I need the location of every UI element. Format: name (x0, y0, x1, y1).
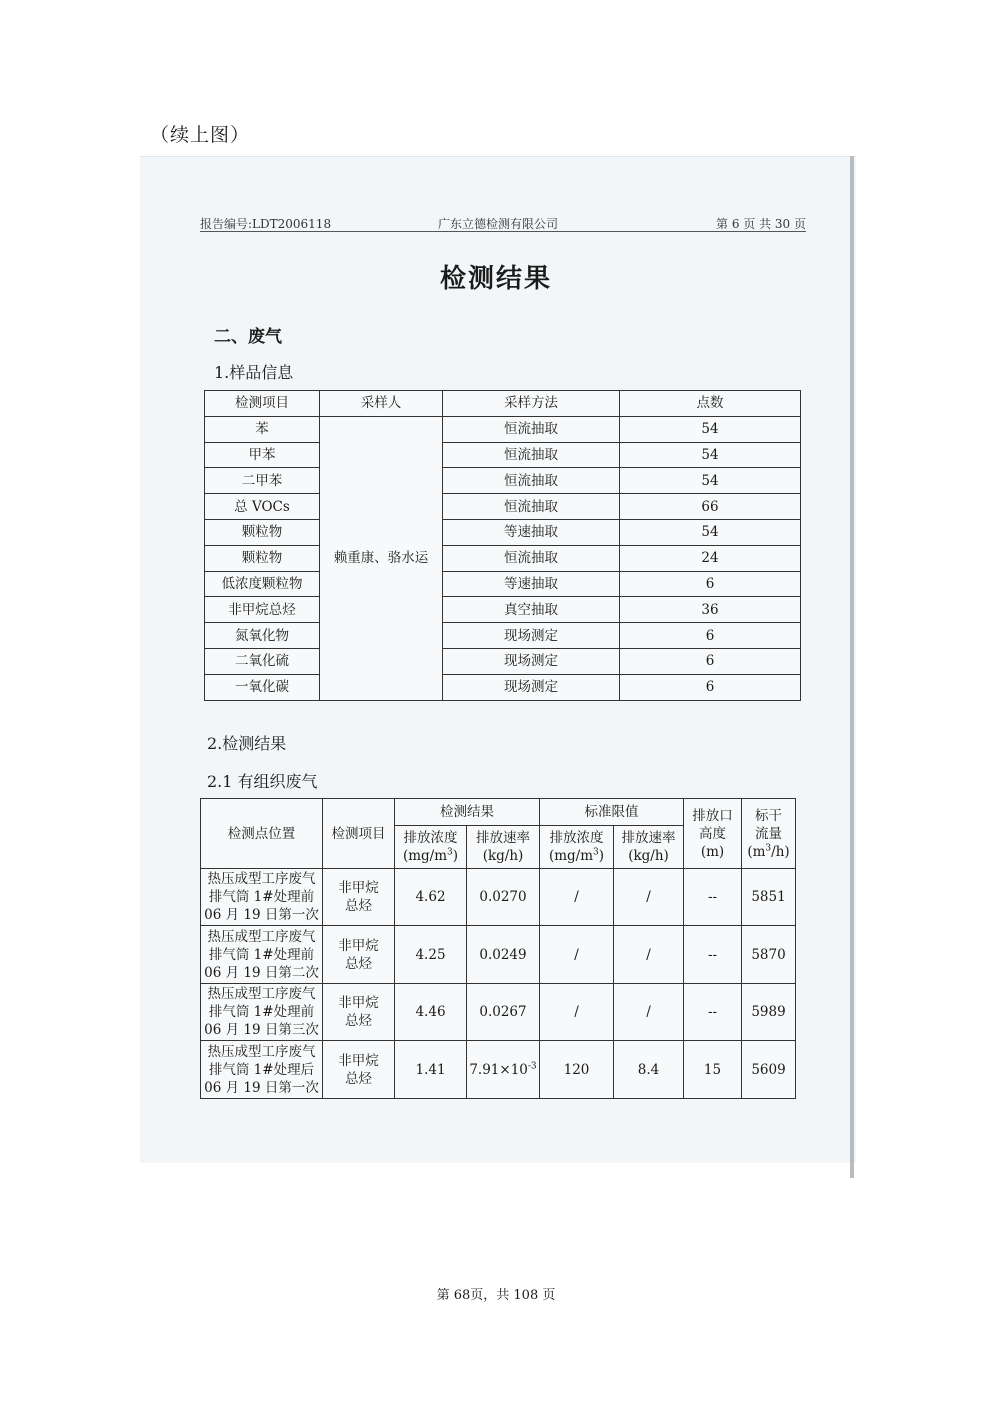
item-cell: 二甲苯 (205, 468, 320, 494)
column-header: 采样方法 (443, 391, 620, 417)
height-cell: -- (684, 869, 742, 926)
header-line: $(m^3/h)$ (747, 843, 790, 860)
method-cell: 恒流抽取 (443, 416, 620, 442)
item-cell: 二氧化硫 (205, 648, 320, 674)
conc-cell: 4.62 (395, 869, 467, 926)
table-row (205, 597, 801, 623)
conc-cell: 4.25 (395, 926, 467, 984)
item-cell: 非甲烷 总烃 (323, 984, 395, 1041)
report-header (200, 215, 806, 232)
count-cell: 54 (620, 468, 801, 494)
column-header: 点数 (620, 391, 801, 417)
exhaust-results-table (200, 798, 796, 1099)
method-cell: 恒流抽取 (443, 442, 620, 468)
table-row (205, 623, 801, 649)
company-name: 广东立德检测有限公司 (438, 217, 559, 231)
table-header-row (201, 799, 796, 826)
table-row (201, 869, 796, 926)
item-cell: 氮氧化物 (205, 623, 320, 649)
table-row (205, 468, 801, 494)
sample-info-table (204, 390, 801, 701)
item-cell: 颗粒物 (205, 545, 320, 571)
count-cell: 6 (620, 571, 801, 597)
item-cell: 非甲烷 总烃 (323, 926, 395, 984)
count-cell: 54 (620, 519, 801, 545)
conc-cell: 1.41 (395, 1041, 467, 1099)
rate-cell: 0.0267 (467, 984, 540, 1041)
table-row (201, 1041, 796, 1099)
item-cell: 低浓度颗粒物 (205, 571, 320, 597)
sample-info-heading: 1.样品信息 (214, 363, 294, 382)
limit-rate-cell: / (614, 869, 684, 926)
scan-edge (850, 156, 854, 1178)
count-cell: 36 (620, 597, 801, 623)
item-cell: 非甲烷 总烃 (323, 869, 395, 926)
method-cell: 等速抽取 (443, 571, 620, 597)
header-line: 标干 (755, 807, 782, 824)
page-title: 检测结果 (439, 264, 552, 294)
method-cell: 现场测定 (443, 648, 620, 674)
item-cell: 甲苯 (205, 442, 320, 468)
section-heading: 二、废气 (214, 327, 282, 347)
page-footer: 第 68页，共 108 页 (436, 1288, 556, 1303)
column-header-limit: 标准限值 (540, 799, 684, 826)
count-cell: 6 (620, 674, 801, 700)
rate-cell: $7.91\times 10^{-3}$ (467, 1041, 540, 1099)
table-row (205, 442, 801, 468)
conc-cell: 4.46 (395, 984, 467, 1041)
limit-rate-cell: / (614, 926, 684, 984)
column-header: 检测项目 (205, 391, 320, 417)
results-heading: 2.检测结果 (207, 734, 287, 753)
method-cell: 等速抽取 (443, 519, 620, 545)
flow-cell: 5609 (742, 1041, 796, 1099)
count-cell: 54 (620, 416, 801, 442)
table-row (205, 571, 801, 597)
limit-rate-cell: 8.4 (614, 1041, 684, 1099)
method-cell: 现场测定 (443, 623, 620, 649)
table-row (205, 674, 801, 700)
flow-cell: 5851 (742, 869, 796, 926)
table-row (205, 494, 801, 520)
continuation-title: （续上图） (150, 124, 251, 146)
limit-rate-cell: / (614, 984, 684, 1041)
rate-cell: 0.0249 (467, 926, 540, 984)
column-header-limit-rate: 排放速率 (kg/h) (614, 826, 684, 869)
method-cell: 恒流抽取 (443, 468, 620, 494)
report-number: 报告编号:LDT2006118 (200, 217, 332, 231)
column-header-rate: 排放速率 (kg/h) (467, 826, 540, 869)
rate-cell: 0.0270 (467, 869, 540, 926)
item-cell: 一氧化碳 (205, 674, 320, 700)
location-cell: 热压成型工序废气 排气筒 1#处理前 06 月 19 日第二次 (201, 926, 323, 984)
count-cell: 6 (620, 648, 801, 674)
count-cell: 6 (620, 623, 801, 649)
item-cell: 总 VOCs (205, 494, 320, 520)
method-cell: 恒流抽取 (443, 545, 620, 571)
method-cell: 现场测定 (443, 674, 620, 700)
location-cell: 热压成型工序废气 排气筒 1#处理前 06 月 19 日第一次 (201, 869, 323, 926)
column-header-limit-conc: 排放浓度 $(mg/m^3)$ (540, 826, 614, 869)
item-cell: 颗粒物 (205, 519, 320, 545)
limit-conc-cell: / (540, 926, 614, 984)
limit-conc-cell: / (540, 984, 614, 1041)
location-cell: 热压成型工序废气 排气筒 1#处理后 06 月 19 日第一次 (201, 1041, 323, 1099)
column-header-item: 检测项目 (323, 799, 395, 869)
column-header: 采样人 (320, 391, 443, 417)
column-header-location: 检测点位置 (201, 799, 323, 869)
table-header-row (205, 391, 801, 417)
flow-cell: 5989 (742, 984, 796, 1041)
header-line: 流量 (755, 825, 782, 842)
report-page-number: 第 6 页 共 30 页 (716, 217, 806, 231)
column-header-result: 检测结果 (395, 799, 540, 826)
count-cell: 66 (620, 494, 801, 520)
column-header-outlet-height (684, 799, 742, 869)
limit-conc-cell: / (540, 869, 614, 926)
table-row (201, 926, 796, 984)
height-cell: 15 (684, 1041, 742, 1099)
sampler-cell: 赖重康、骆水运 (320, 416, 443, 700)
table-row (205, 545, 801, 571)
method-cell: 恒流抽取 (443, 494, 620, 520)
flow-cell: 5870 (742, 926, 796, 984)
item-cell: 非甲烷总烃 (205, 597, 320, 623)
table-row (205, 519, 801, 545)
height-cell: -- (684, 926, 742, 984)
organized-exhaust-heading: 2.1 有组织废气 (207, 772, 318, 791)
column-header-flow (742, 799, 796, 869)
location-cell: 热压成型工序废气 排气筒 1#处理前 06 月 19 日第三次 (201, 984, 323, 1041)
column-header-conc: 排放浓度 $(mg/m^3)$ (395, 826, 467, 869)
item-cell: 非甲烷 总烃 (323, 1041, 395, 1099)
header-line: 排放口 (692, 807, 733, 824)
table-row (205, 416, 801, 442)
header-line: 高度 (699, 825, 726, 842)
item-cell: 苯 (205, 416, 320, 442)
method-cell: 真空抽取 (443, 597, 620, 623)
table-row (205, 648, 801, 674)
count-cell: 54 (620, 442, 801, 468)
height-cell: -- (684, 984, 742, 1041)
header-line: (m) (700, 843, 725, 860)
count-cell: 24 (620, 545, 801, 571)
limit-conc-cell: 120 (540, 1041, 614, 1099)
table-row (201, 984, 796, 1041)
